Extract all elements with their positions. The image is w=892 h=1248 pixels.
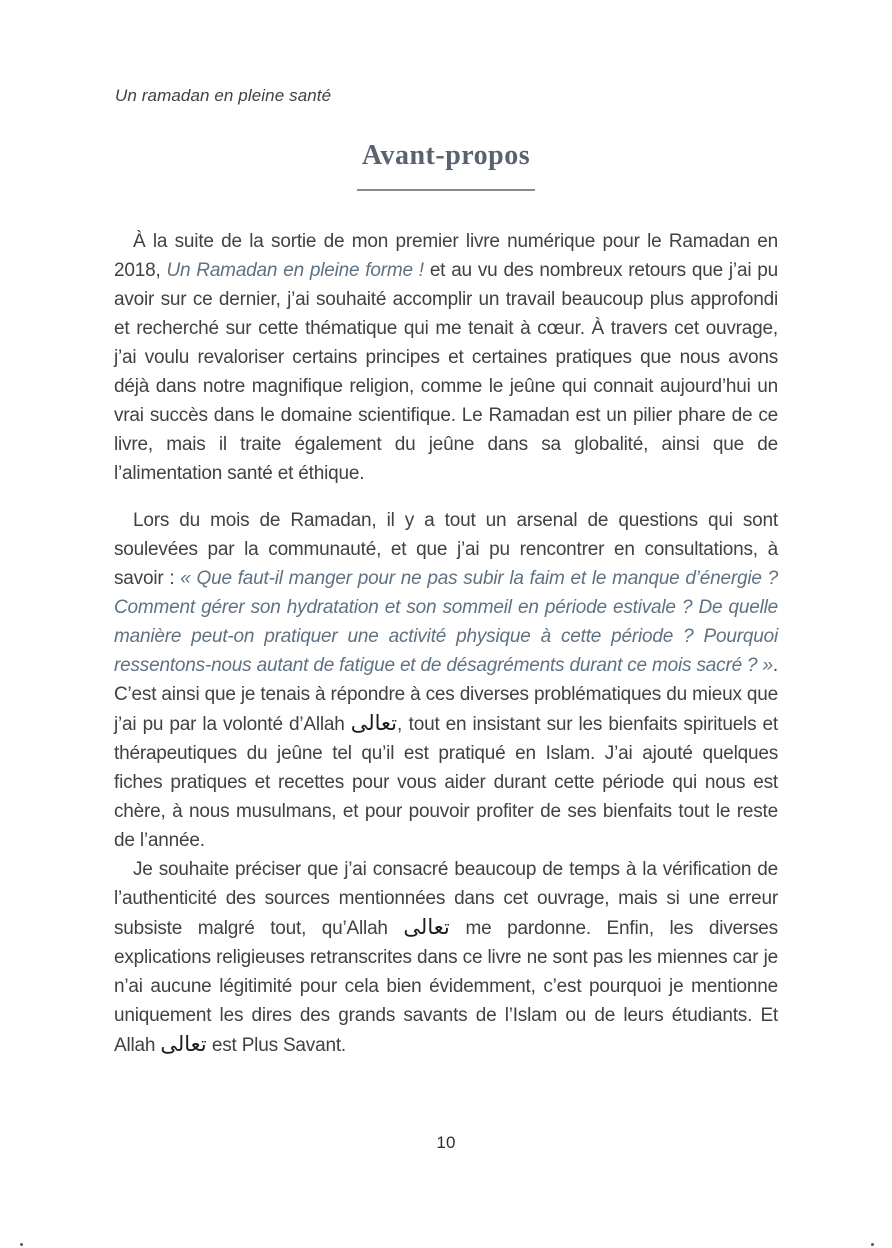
body-text (114, 227, 778, 1060)
text-segment: me pardonne. Enfin, les diverses explications religieuses retranscrites dans ce livre ne sont pas les miennes car je n’ai aucune légitimité pour cela bien évidemment, c’est pourquoi je mentionne uniquement les dires des grands savants de l’Islam ou de leurs étudiants. Et Allah (114, 918, 778, 1056)
page-number: 10 (436, 1133, 456, 1152)
arabic-honorific: تعالى (160, 1033, 207, 1056)
text-segment: est Plus Savant. (206, 1035, 346, 1056)
arabic-honorific: تعالى (403, 916, 450, 939)
title-underline-rule (357, 189, 535, 191)
text-segment: « Que faut-il manger pour ne pas subir la faim et le manque d’énergie ? Comment gérer son hydratation et son sommeil en période estivale ? De quelle manière peut-on pratiquer une activité physique à cette période ? Pourquoi ressentons-nous autant de fatigue et de désagréments durant ce mois sacré ? » (114, 568, 779, 676)
text-segment: . C’est ainsi que je tenais à répondre à ces diverses problématiques du mieux que j’ai pu par la volonté d’Allah (114, 655, 778, 735)
text-segment: Lors du mois de Ramadan, il y a tout un arsenal de questions qui sont soulevées par la communauté, et que j’ai pu rencontrer en consultations, à savoir : (114, 510, 778, 589)
text-segment: Je souhaite préciser que j’ai consacré beaucoup de temps à la vérification de l’authenticité des sources mentionnées dans cet ouvrage, mais si une erreur subsiste malgré tout, qu’Allah (114, 859, 778, 939)
running-header: Un ramadan en pleine santé (115, 86, 332, 105)
paragraph (114, 506, 778, 855)
text-segment: et au vu des nombreux retours que j’ai pu avoir sur ce dernier, j’ai souhaité accomplir un travail beaucoup plus approfondi et recherché sur cette thématique qui me tenait à cœur. À travers cet ouvrage, j’ai voulu revaloriser certains principes et certaines pratiques que nous avons déjà dans notre magnifique religion, comme le jeûne qui connait aujourd’hui un vrai succès dans le domaine scientifique. Le Ramadan est un pilier phare de ce livre, mais il traite également du jeûne dans sa globalité, ainsi que de l’alimentation santé et éthique. (114, 260, 778, 484)
chapter-title: Avant-propos (361, 140, 531, 171)
paragraph (114, 855, 778, 1060)
text-segment: , tout en insistant sur les bienfaits spirituels et thérapeutiques du jeûne tel qu’il est pratiqué en Islam. J’ai ajouté quelques fiches pratiques et recettes pour vous aider durant cette période qui nous est chère, à nous musulmans, et pour pouvoir profiter de ses bienfaits tout le reste de l’année. (114, 714, 778, 851)
print-mark-bottom-right (871, 1243, 874, 1246)
arabic-honorific: تعالى (350, 712, 398, 735)
chapter-title-block (0, 140, 892, 191)
text-segment: Un Ramadan en pleine forme ! (166, 260, 424, 281)
paragraph (114, 227, 778, 488)
print-mark-bottom-left (20, 1243, 23, 1246)
text-segment: À la suite de la sortie de mon premier livre numérique pour le Ramadan en 2018, (114, 231, 778, 281)
